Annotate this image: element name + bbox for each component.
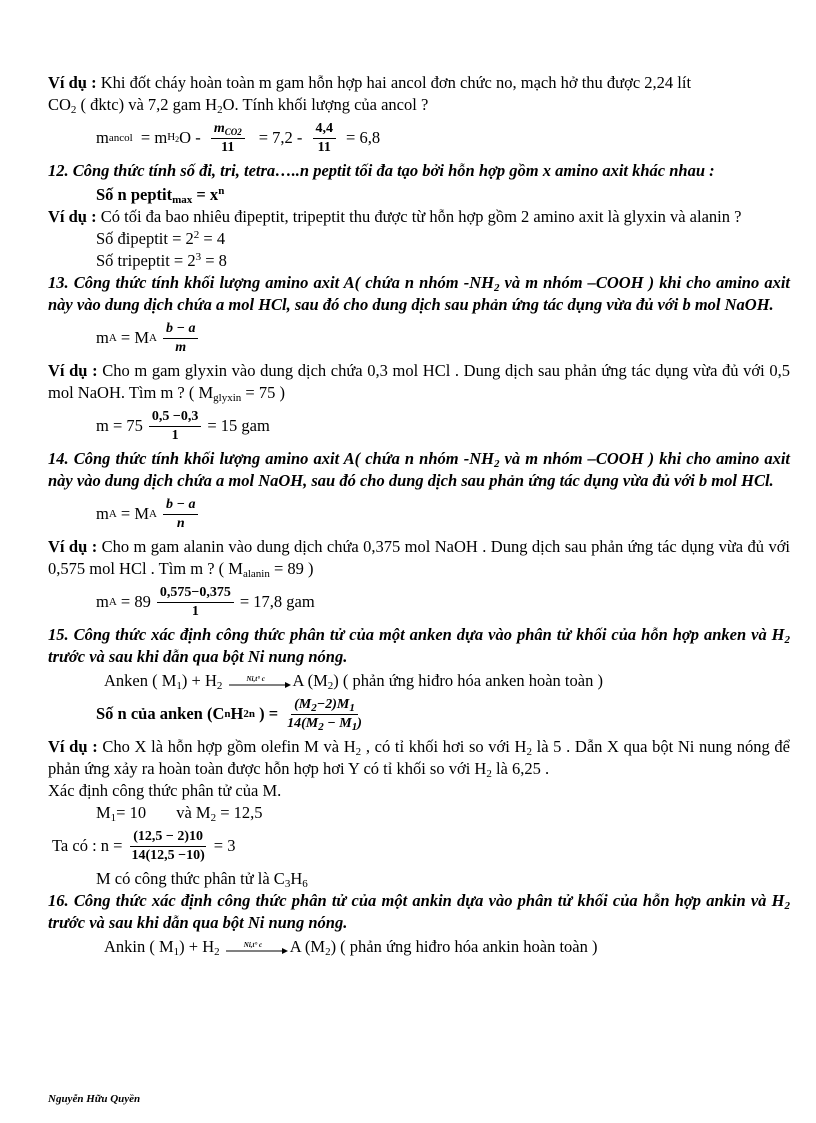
fraction-14-example: $\frac{0,575-0,375}{1}$ <box>157 584 234 621</box>
example-15-answer: M có công thức phân tử là $C_3H_6$ <box>96 869 308 890</box>
heading-15: 15. Công thức xác định công thức phân tử của một anken dựa vào phân tử khối của hỗn hợp anken và $H_2$ trước và sau khi dẫn qua bột Ni nung nóng. <box>48 625 790 666</box>
formula-15: Số n của anken (C n H 2n ) = $\frac{(M_2-2)M_1}{14(M_2 - M_1)}$ <box>48 692 790 736</box>
heading-14: 14. Công thức tính khối lượng amino axit A( chứa n nhóm $-NH_2$ và m nhóm –COOH ) khi cho amino axit này vào dung dịch chứa a mol NaOH, sau đó cho dung dịch sau phản ứng tác dụng vừa đủ với b mol HCl. <box>48 449 790 490</box>
reaction-arrow-icon: Ni,t° c <box>226 941 288 955</box>
fraction-b-minus-a-over-n: $\frac{b - a}{n}$ <box>163 496 198 533</box>
fraction-anken: $\frac{(M_2-2)M_1}{14(M_2 - M_1)}$ <box>287 696 362 733</box>
fraction-4-4: $\frac{4,4}{11}$ <box>313 120 337 157</box>
example-12-text: Ví dụ : Có tối đa bao nhiêu đipeptit, tripeptit thu được từ hỗn hợp gồm 2 amino axit là glyxin và alanin ? <box>48 207 742 226</box>
reaction-16: Ankin ( $M_1) + H_2$ Ni,t° c A $(M_2)$ ( phản ứng hiđro hóa ankin hoàn toàn ) <box>104 937 598 958</box>
example-15-question: Xác định công thức phân tử của M. <box>48 781 282 800</box>
example-13-text: Ví dụ : Cho m gam glyxin vào dung dịch chứa 0,3 mol HCl . Dung dịch sau phản ứng tác dụng vừa đủ với 0,5 mol NaOH. Tìm m ? ( $M_{glyxin} = 75$ ) <box>48 361 790 404</box>
author-footer: Nguyễn Hữu Quyền <box>48 1093 141 1105</box>
example-15-molar-masses: $M_1= 10$ và $M_2 = 12,5$ <box>96 803 263 824</box>
fraction-15-example: $\frac{(12,5 - 2)10}{14(12,5 -10)}$ <box>131 828 205 863</box>
heading-12: 12. Công thức tính số đi, tri, tetra…..n peptit tối đa tạo bởi hỗn hợp gồm x amino axit khác nhau : <box>48 161 715 180</box>
document-page <box>48 72 790 958</box>
formula-ancol-mass: m ancol = m H2 O - $\frac{m_{CO2}}{11}$ = 7,2 - $\frac{4,4}{11}$ = 6,8 <box>96 120 381 155</box>
example-12-dipeptit: Số đipeptit = $2^2 = 4$ <box>96 229 226 248</box>
example-15-text: Ví dụ : Cho X là hỗn hợp gồm olefin M và $H_2$ , có tỉ khối hơi so với $H_2$ là 5 . Dẫn X qua bột Ni nung nóng để phản ứng xảy ra hoàn toàn được hỗn hợp hơi Y có tỉ khối so với $H_2$ là 6,25 . <box>48 737 790 780</box>
example-14-text: Ví dụ : Cho m gam alanin vào dung dịch chứa 0,375 mol NaOH . Dung dịch sau phản ứng tác dụng vừa đủ với 0,575 mol HCl . Tìm m ? ( $M_{alanin} = 89$ ) <box>48 537 790 580</box>
reaction-arrow-icon: Ni,t° c <box>229 675 291 689</box>
example-label: Ví dụ : <box>48 73 97 92</box>
fraction-b-minus-a-over-m: $\frac{b - a}{m}$ <box>163 320 198 357</box>
formula-peptit-max: Số n peptit$_{max}$ = $x^n$ <box>96 185 225 206</box>
heading-13: 13. Công thức tính khối lượng amino axit A( chứa n nhóm $-NH_2$ và m nhóm –COOH ) khi cho amino axit này vào dung dịch chứa a mol HCl, sau đó cho dung dịch sau phản ứng tác dụng vừa đủ với b mol NaOH. <box>48 273 790 314</box>
heading-16: 16. Công thức xác định công thức phân tử của một ankin dựa vào phân tử khối của hỗn hợp ankin và $H_2$ trước và sau khi dẫn qua bột Ni nung nóng. <box>48 891 790 932</box>
fraction-13-example: $\frac{0,5 -0,3}{1}$ <box>149 408 201 445</box>
formula-14: m A = M A $\frac{b - a}{n}$ <box>48 492 790 536</box>
reaction-15: Anken ( $M_1) + H_2$ Ni,t° c A $(M_2)$ ( phản ứng hiđro hóa anken hoàn toàn ) <box>104 671 603 692</box>
formula-15-example: Ta có : n = $\frac{(12,5 - 2)10}{14(12,5 -10)}$ = 3 <box>52 828 236 863</box>
example-12-tripeptit: Số tripeptit = $2^3 = 8$ <box>96 251 227 270</box>
formula-14-example: m A = 89 $\frac{0,575-0,375}{1}$ = 17,8 gam <box>96 584 315 619</box>
formula-13: m A = M A $\frac{b - a}{m}$ <box>48 316 790 360</box>
example-11-text: Ví dụ : Khi đốt cháy hoàn toàn m gam hỗn hợp hai ancol đơn chức no, mạch hở thu được 2,24 lít $CO_2$ ( đktc) và 7,2 gam $H_2O$. Tính khối lượng của ancol ? <box>48 73 692 116</box>
formula-13-example: m = 75 $\frac{0,5 -0,3}{1}$ = 15 gam <box>96 408 270 443</box>
fraction-co2: $\frac{m_{CO2}}{11}$ <box>211 120 245 157</box>
